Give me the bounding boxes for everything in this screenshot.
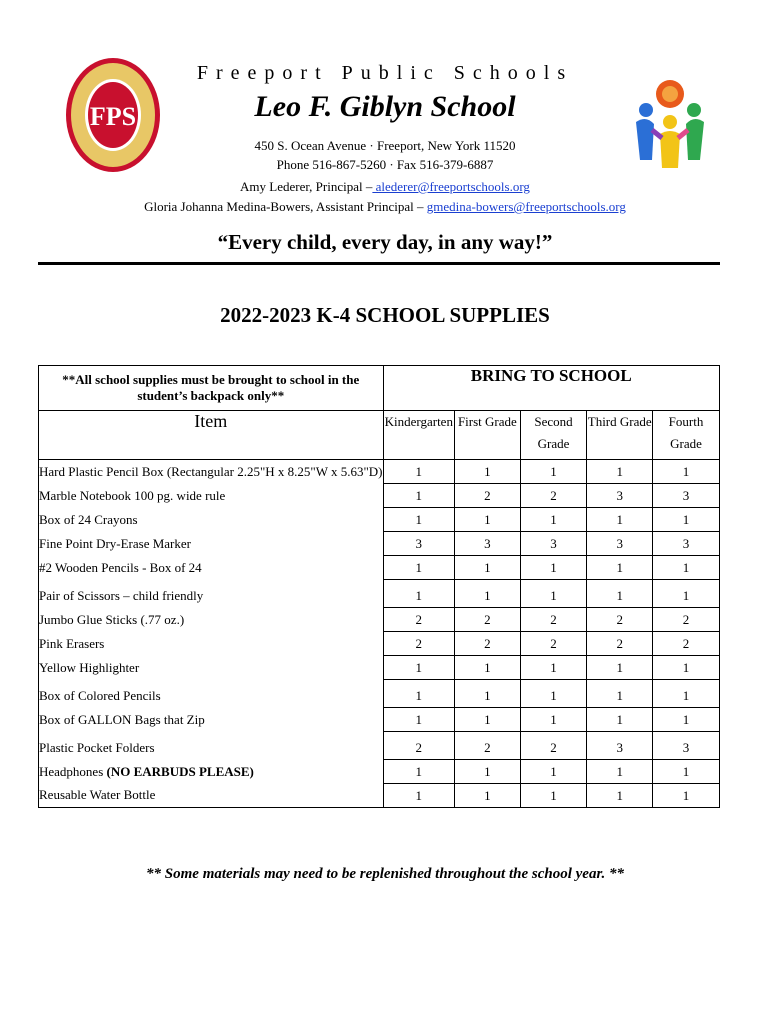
- quantity-cell: 1: [383, 460, 455, 484]
- quantity-cell: 3: [455, 532, 521, 556]
- table-row: [39, 632, 720, 656]
- quantity-cell: 1: [520, 508, 587, 532]
- quantity-cell: 1: [455, 708, 521, 732]
- principal-label: Amy Lederer, Principal –: [240, 179, 373, 194]
- school-motto: “Every child, every day, in any way!”: [217, 230, 553, 254]
- quantity-cell: 3: [587, 732, 653, 760]
- svg-text:FPS: FPS: [89, 102, 137, 131]
- quantity-cell: 1: [455, 580, 521, 608]
- table-row: [39, 608, 720, 632]
- item-name: [39, 760, 384, 784]
- quantity-cell: 2: [520, 632, 587, 656]
- quantity-cell: 3: [520, 532, 587, 556]
- item-name: [39, 680, 384, 708]
- assistant-label: Gloria Johanna Medina-Bowers, Assistant Principal –: [144, 199, 424, 214]
- quantity-cell: 2: [587, 608, 653, 632]
- quantity-cell: 1: [455, 460, 521, 484]
- table-row: [39, 680, 720, 708]
- item-note: (NO EARBUDS PLEASE): [106, 763, 254, 779]
- item-label: Jumbo Glue Sticks (.77 oz.): [39, 611, 185, 627]
- quantity-cell: 1: [520, 680, 587, 708]
- quantity-cell: 1: [653, 580, 720, 608]
- quantity-cell: 1: [383, 656, 455, 680]
- quantity-cell: 2: [383, 732, 455, 760]
- quantity-cell: 1: [587, 460, 653, 484]
- quantity-cell: 1: [455, 508, 521, 532]
- grade-header: Fourth Grade: [653, 411, 720, 460]
- quantity-cell: 1: [520, 460, 587, 484]
- table-row: [39, 580, 720, 608]
- quantity-cell: 2: [383, 608, 455, 632]
- quantity-cell: 1: [587, 556, 653, 580]
- quantity-cell: 1: [455, 760, 521, 784]
- quantity-cell: 3: [653, 484, 720, 508]
- item-name: [39, 532, 384, 556]
- table-row: [39, 460, 720, 484]
- item-label: Hard Plastic Pencil Box (Rectangular 2.25"H x 8.25"W x 5.63"D): [39, 463, 383, 479]
- quantity-cell: 1: [455, 680, 521, 708]
- quantity-cell: 1: [520, 708, 587, 732]
- assistant-principal-line: [0, 199, 770, 215]
- quantity-cell: 3: [587, 484, 653, 508]
- page-title: 2022-2023 K-4 SCHOOL SUPPLIES: [220, 303, 550, 327]
- item-name: [39, 580, 384, 608]
- supplies-table: [38, 365, 720, 808]
- quantity-cell: 1: [383, 484, 455, 508]
- table-row: [39, 732, 720, 760]
- quantity-cell: 1: [383, 760, 455, 784]
- item-name: [39, 632, 384, 656]
- quantity-cell: 2: [455, 632, 521, 656]
- quantity-cell: 1: [587, 760, 653, 784]
- item-name: [39, 708, 384, 732]
- quantity-cell: 2: [520, 484, 587, 508]
- principal-line: [0, 179, 770, 195]
- table-row: [39, 556, 720, 580]
- replenish-note: ** Some materials may need to be replenished throughout the school year. **: [146, 866, 624, 882]
- school-phone: Phone 516-867-5260 · Fax 516-379-6887: [276, 157, 494, 172]
- assistant-email-link[interactable]: gmedina-bowers@freeportschools.org: [426, 199, 626, 214]
- item-name: [39, 556, 384, 580]
- table-row: [39, 656, 720, 680]
- item-name: [39, 608, 384, 632]
- quantity-cell: 1: [653, 656, 720, 680]
- quantity-cell: 1: [587, 784, 653, 808]
- item-label: Fine Point Dry-Erase Marker: [39, 535, 191, 551]
- table-row: [39, 508, 720, 532]
- quantity-cell: 1: [587, 656, 653, 680]
- district-name: Freeport Public Schools: [196, 62, 574, 84]
- quantity-cell: 1: [520, 556, 587, 580]
- quantity-cell: 2: [455, 484, 521, 508]
- quantity-cell: 1: [653, 556, 720, 580]
- quantity-cell: 3: [653, 532, 720, 556]
- grade-header: First Grade: [455, 411, 521, 460]
- table-row: [39, 708, 720, 732]
- bring-to-school-header: BRING TO SCHOOL: [383, 366, 719, 411]
- quantity-cell: 3: [383, 532, 455, 556]
- supply-rows: [39, 460, 720, 808]
- quantity-cell: 3: [653, 732, 720, 760]
- item-label: Box of GALLON Bags that Zip: [39, 711, 205, 727]
- item-label: Pink Erasers: [39, 635, 105, 651]
- table-row: [39, 484, 720, 508]
- quantity-cell: 1: [520, 580, 587, 608]
- quantity-cell: 3: [587, 532, 653, 556]
- backpack-note: **All school supplies must be brought to school in the student’s backpack only**: [39, 366, 384, 411]
- principal-email-link[interactable]: alederer@freeportschools.org: [372, 179, 530, 194]
- quantity-cell: 1: [520, 760, 587, 784]
- quantity-cell: 2: [455, 732, 521, 760]
- school-address: 450 S. Ocean Avenue · Freeport, New York 11520: [254, 138, 516, 153]
- quantity-cell: 1: [455, 556, 521, 580]
- quantity-cell: 1: [383, 784, 455, 808]
- quantity-cell: 1: [653, 784, 720, 808]
- item-label: Headphones: [39, 763, 107, 779]
- item-name: [39, 508, 384, 532]
- item-name: [39, 732, 384, 760]
- grade-header: Second Grade: [520, 411, 587, 460]
- quantity-cell: 2: [587, 632, 653, 656]
- quantity-cell: 1: [520, 656, 587, 680]
- item-label: #2 Wooden Pencils - Box of 24: [39, 559, 202, 575]
- quantity-cell: 2: [520, 732, 587, 760]
- item-name: [39, 784, 384, 808]
- quantity-cell: 2: [653, 608, 720, 632]
- quantity-cell: 1: [587, 708, 653, 732]
- quantity-cell: 2: [383, 632, 455, 656]
- quantity-cell: 2: [653, 632, 720, 656]
- table-row: [39, 784, 720, 808]
- quantity-cell: 1: [455, 784, 521, 808]
- item-label: Box of 24 Crayons: [39, 511, 138, 527]
- table-row: [39, 760, 720, 784]
- grade-header: Kindergarten: [383, 411, 455, 460]
- item-name: [39, 656, 384, 680]
- header-divider: [38, 262, 720, 265]
- item-label: Plastic Pocket Folders: [39, 739, 155, 755]
- quantity-cell: 1: [520, 784, 587, 808]
- quantity-cell: 1: [653, 460, 720, 484]
- item-label: Yellow Highlighter: [39, 659, 140, 675]
- item-label: Reusable Water Bottle: [39, 787, 156, 803]
- item-label: Box of Colored Pencils: [39, 687, 161, 703]
- grade-header: Third Grade: [587, 411, 653, 460]
- table-row: [39, 532, 720, 556]
- quantity-cell: 2: [520, 608, 587, 632]
- quantity-cell: 1: [587, 580, 653, 608]
- quantity-cell: 1: [383, 556, 455, 580]
- quantity-cell: 2: [455, 608, 521, 632]
- quantity-cell: 1: [383, 508, 455, 532]
- quantity-cell: 1: [653, 508, 720, 532]
- quantity-cell: 1: [653, 680, 720, 708]
- quantity-cell: 1: [653, 760, 720, 784]
- item-column-header: Item: [39, 411, 384, 460]
- quantity-cell: 1: [587, 680, 653, 708]
- quantity-cell: 1: [587, 508, 653, 532]
- item-label: Pair of Scissors – child friendly: [39, 587, 204, 603]
- item-label: Marble Notebook 100 pg. wide rule: [39, 487, 226, 503]
- quantity-cell: 1: [383, 680, 455, 708]
- quantity-cell: 1: [455, 656, 521, 680]
- quantity-cell: 1: [653, 708, 720, 732]
- item-name: [39, 484, 384, 508]
- quantity-cell: 1: [383, 708, 455, 732]
- item-name: [39, 460, 384, 484]
- quantity-cell: 1: [383, 580, 455, 608]
- school-name: Leo F. Giblyn School: [254, 90, 516, 123]
